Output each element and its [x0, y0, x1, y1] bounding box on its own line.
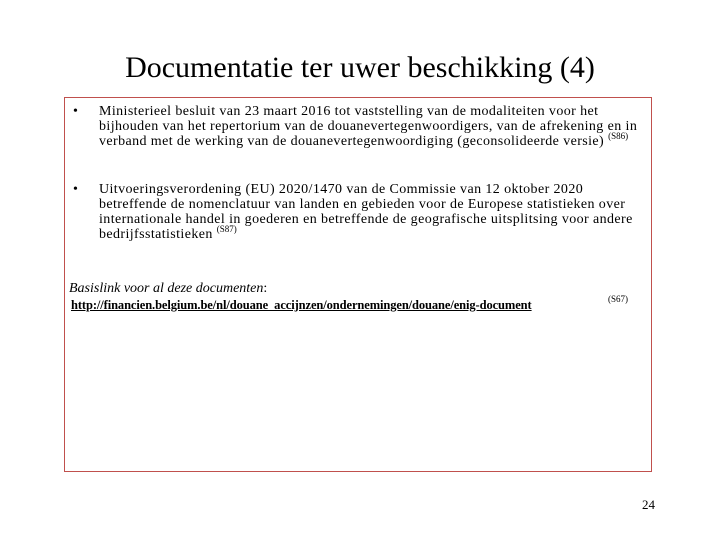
basis-label-text: Basislink voor al deze documenten [69, 281, 264, 296]
page-number: 24 [642, 497, 655, 512]
slide-reference: (S86) [608, 131, 629, 142]
bullet-marker: • [73, 182, 79, 197]
bullet-text-body: Uitvoeringsverordening (EU) 2020/1470 van de Commissie van 12 oktober 2020 betreffende de nomenclatuur van landen en gebieden voor de Europese statistieken over internationale handel in goederen en betreffende de geografische uitsplitsing voor andere bedrijfsstatistieken [99, 182, 633, 242]
basis-colon: : [263, 281, 268, 296]
slide-reference: (S67) [608, 294, 628, 304]
bullet-text [99, 182, 647, 242]
bullet-marker: • [73, 104, 79, 119]
content-frame [64, 97, 652, 472]
bullet-text [99, 104, 647, 149]
slide-reference: (S87) [216, 224, 237, 235]
bullet-text-body: Ministerieel besluit van 23 maart 2016 tot vaststelling van de modaliteiten voor het bijhouden van het repertorium van de douanevertegenwoordigers, van de afrekening en in verband met de werking van de douanevertegenwoordiging (geconsolideerde versie) [99, 104, 638, 149]
basis-link-label [69, 281, 267, 297]
documents-link[interactable]: http://financien.belgium.be/nl/douane_accijnzen/ondernemingen/douane/enig-document [71, 298, 532, 312]
slide-title: Documentatie ter uwer beschikking (4) [125, 51, 595, 84]
